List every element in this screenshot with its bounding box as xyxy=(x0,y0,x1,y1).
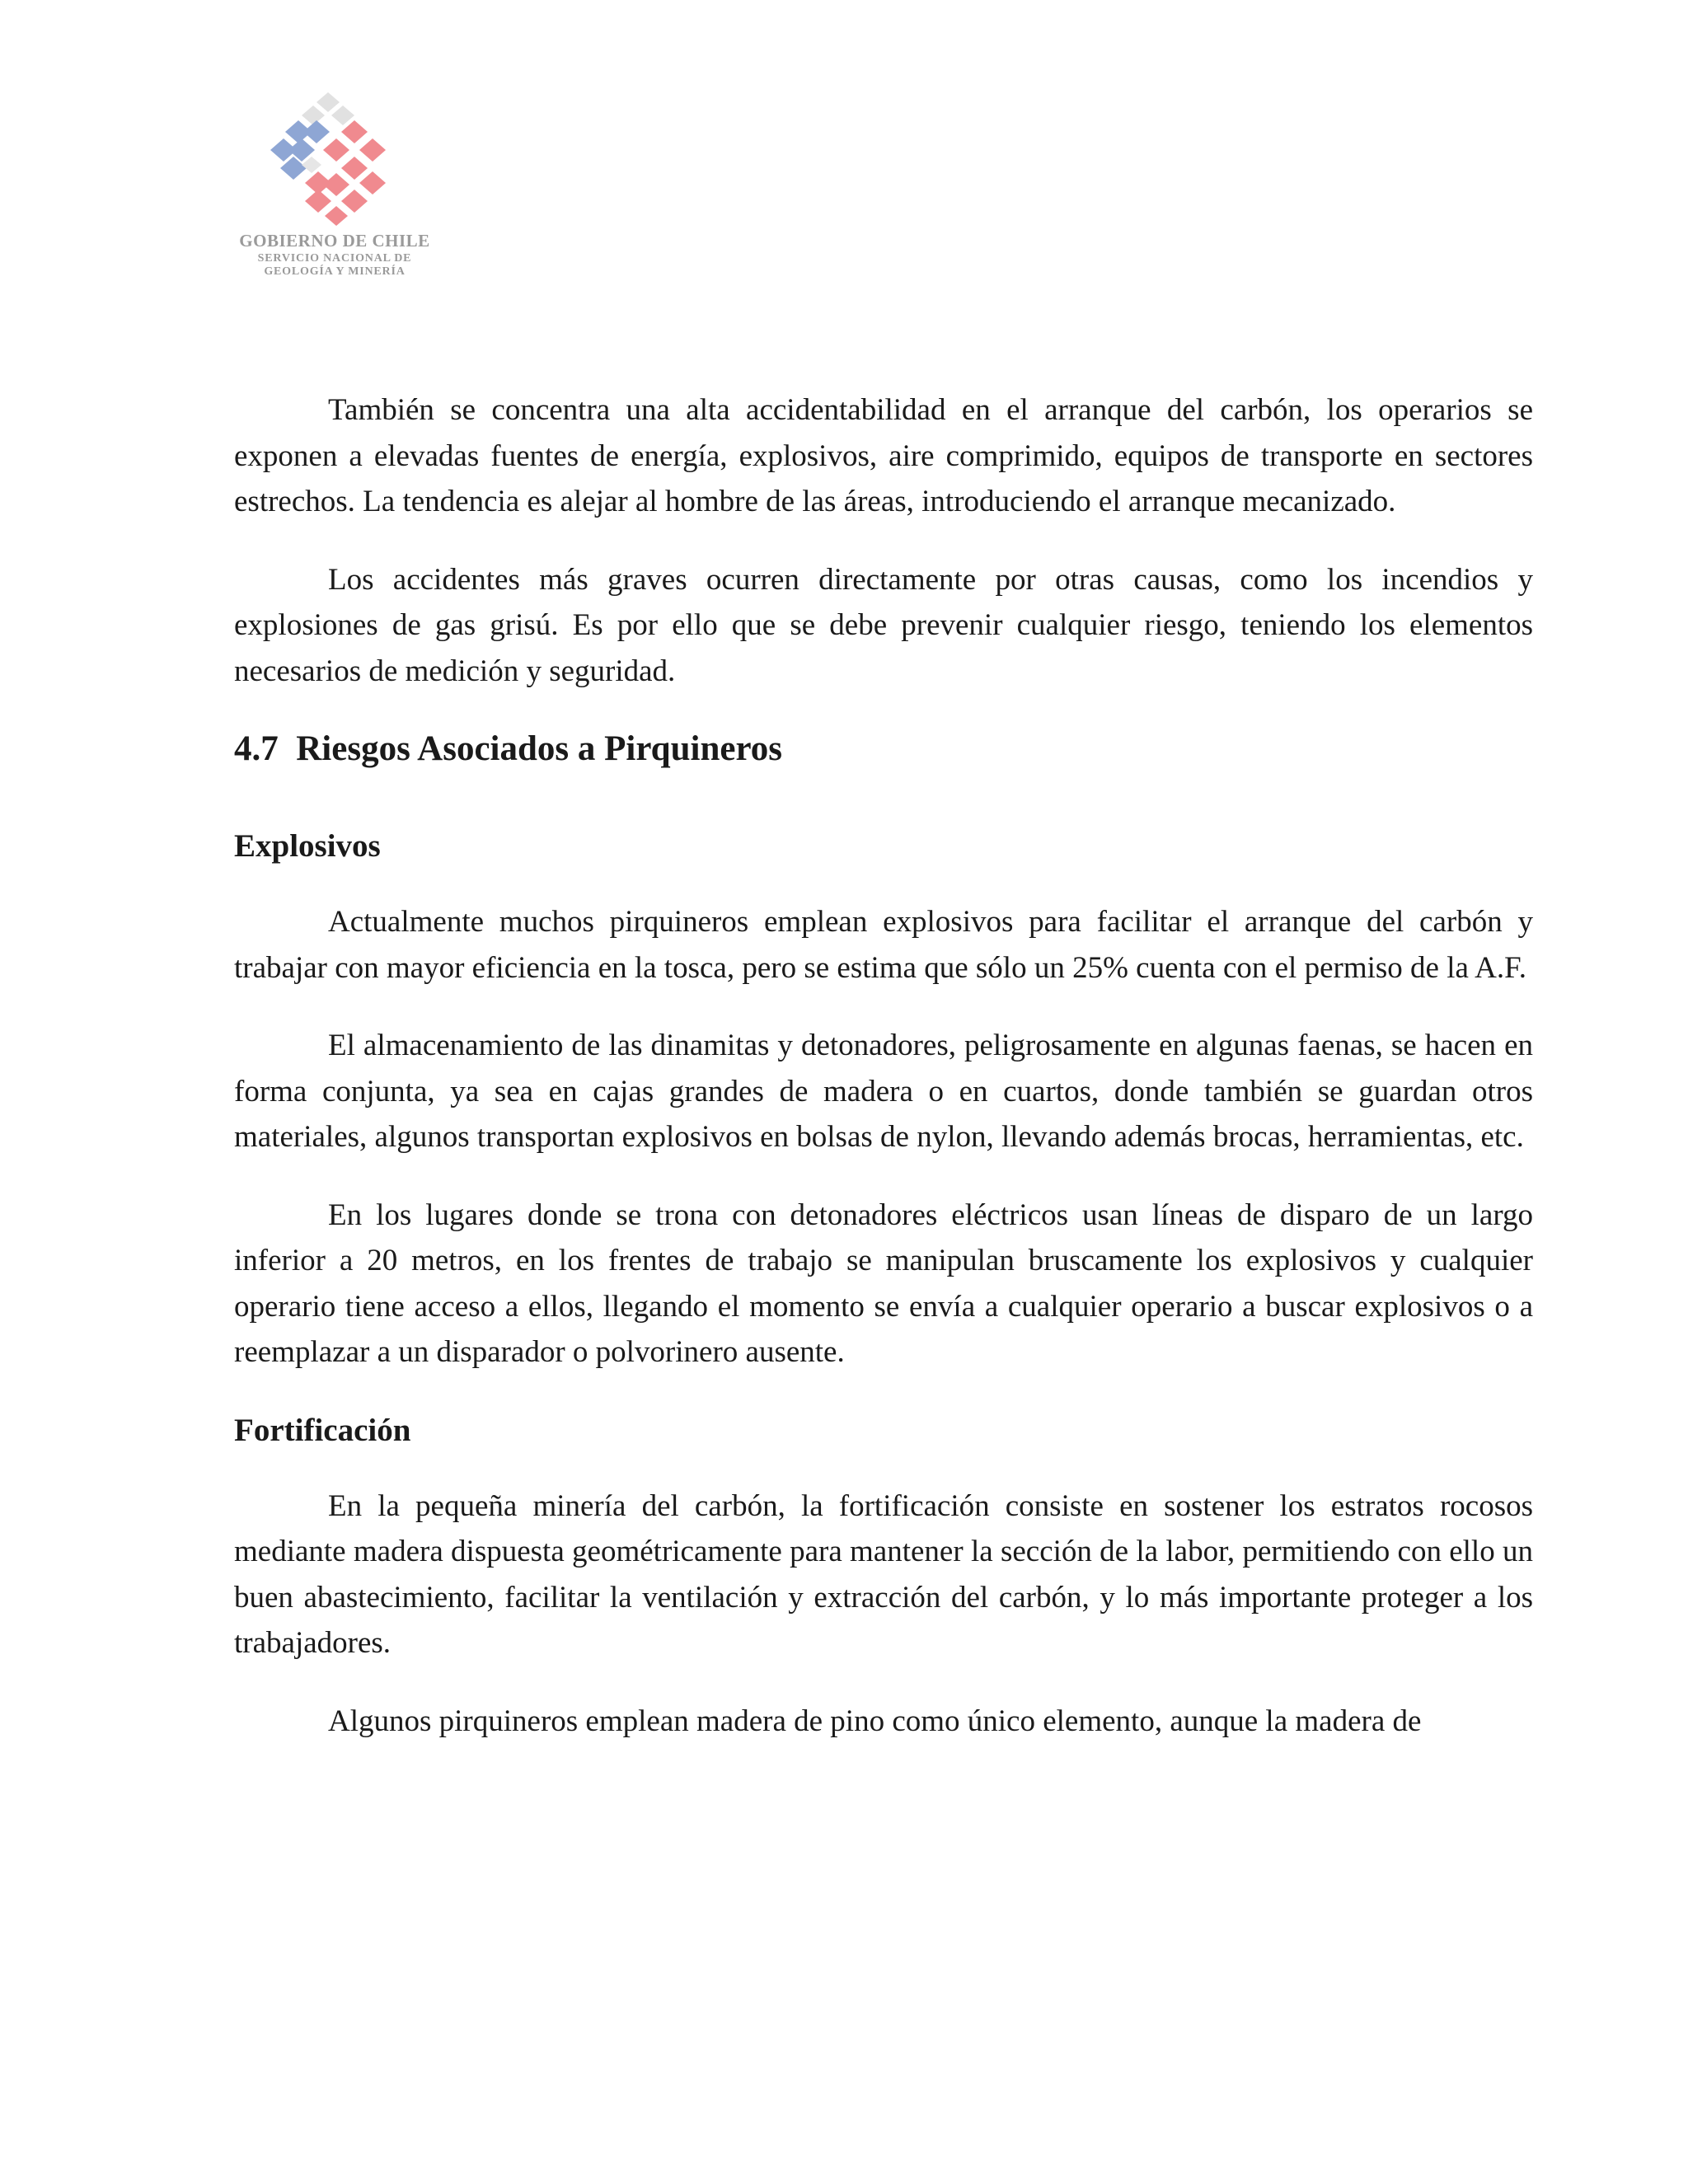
logo-line-gobierno: GOBIERNO DE CHILE xyxy=(239,231,430,251)
logo-line-servicio: SERVICIO NACIONAL DE xyxy=(257,252,412,265)
section-heading-riesgos-pirquineros: 4.7 Riesgos Asociados a Pirquineros xyxy=(234,729,782,768)
paragraph-arranque-carbon: También se concentra una alta accidentabilidad en el arranque del carbón, los operarios se exponen a elevadas fuentes de energía, explosivos, aire comprimido, equipos de transporte en sectores estrechos. La tendencia es alejar al hombre de las áreas, introduciendo el arranque mecanizado. xyxy=(234,393,1533,518)
logo-line-geologia: GEOLOGÍA Y MINERÍA xyxy=(264,265,406,278)
subheading-explosivos: Explosivos xyxy=(234,828,381,864)
subheading-fortificacion: Fortificación xyxy=(234,1412,411,1448)
document-body xyxy=(234,387,1533,1776)
gobierno-de-chile-logo xyxy=(234,91,435,288)
logo-diamond-mark xyxy=(262,91,402,231)
paragraph-detonadores: En los lugares donde se trona con detonadores eléctricos usan líneas de disparo de un largo inferior a 20 metros, en los frentes de trabajo se manipulan bruscamente los explosivos y cualquier operario tiene acceso a ellos, llegando el momento se envía a cualquier operario a buscar explosivos o a reemplazar a un disparador o polvorinero ausente. xyxy=(234,1197,1533,1369)
paragraph-accidentes-graves: Los accidentes más graves ocurren directamente por otras causas, como los incendios y explosiones de gas grisú. Es por ello que se debe prevenir cualquier riesgo, teniendo los elementos necesarios de medición y seguridad. xyxy=(234,562,1533,688)
paragraph-uso-explosivos: Actualmente muchos pirquineros emplean explosivos para facilitar el arranque del carbón y trabajar con mayor eficiencia en la tosca, pero se estima que sólo un 25% cuenta con el permiso de la A.F. xyxy=(234,905,1533,985)
logo-text xyxy=(234,232,435,278)
paragraph-almacenamiento: El almacenamiento de las dinamitas y detonadores, peligrosamente en algunas faenas, se hacen en forma conjunta, ya sea en cajas grandes de madera o en cuartos, donde también se guardan otros materiales, algunos transportan explosivos en bolsas de nylon, llevando además brocas, herramientas, etc. xyxy=(234,1029,1533,1154)
paragraph-fortificacion: En la pequeña minería del carbón, la fortificación consiste en sostener los estratos rocosos mediante madera dispuesta geométricamente para mantener la sección de la labor, permitiendo con ello un buen abastecimiento, facilitar la ventilación y extracción del carbón, y lo más importante proteger a los trabajadores. xyxy=(234,1488,1533,1660)
paragraph-madera-pino: Algunos pirquineros emplean madera de pino como único elemento, aunque la madera de xyxy=(328,1704,1422,1738)
